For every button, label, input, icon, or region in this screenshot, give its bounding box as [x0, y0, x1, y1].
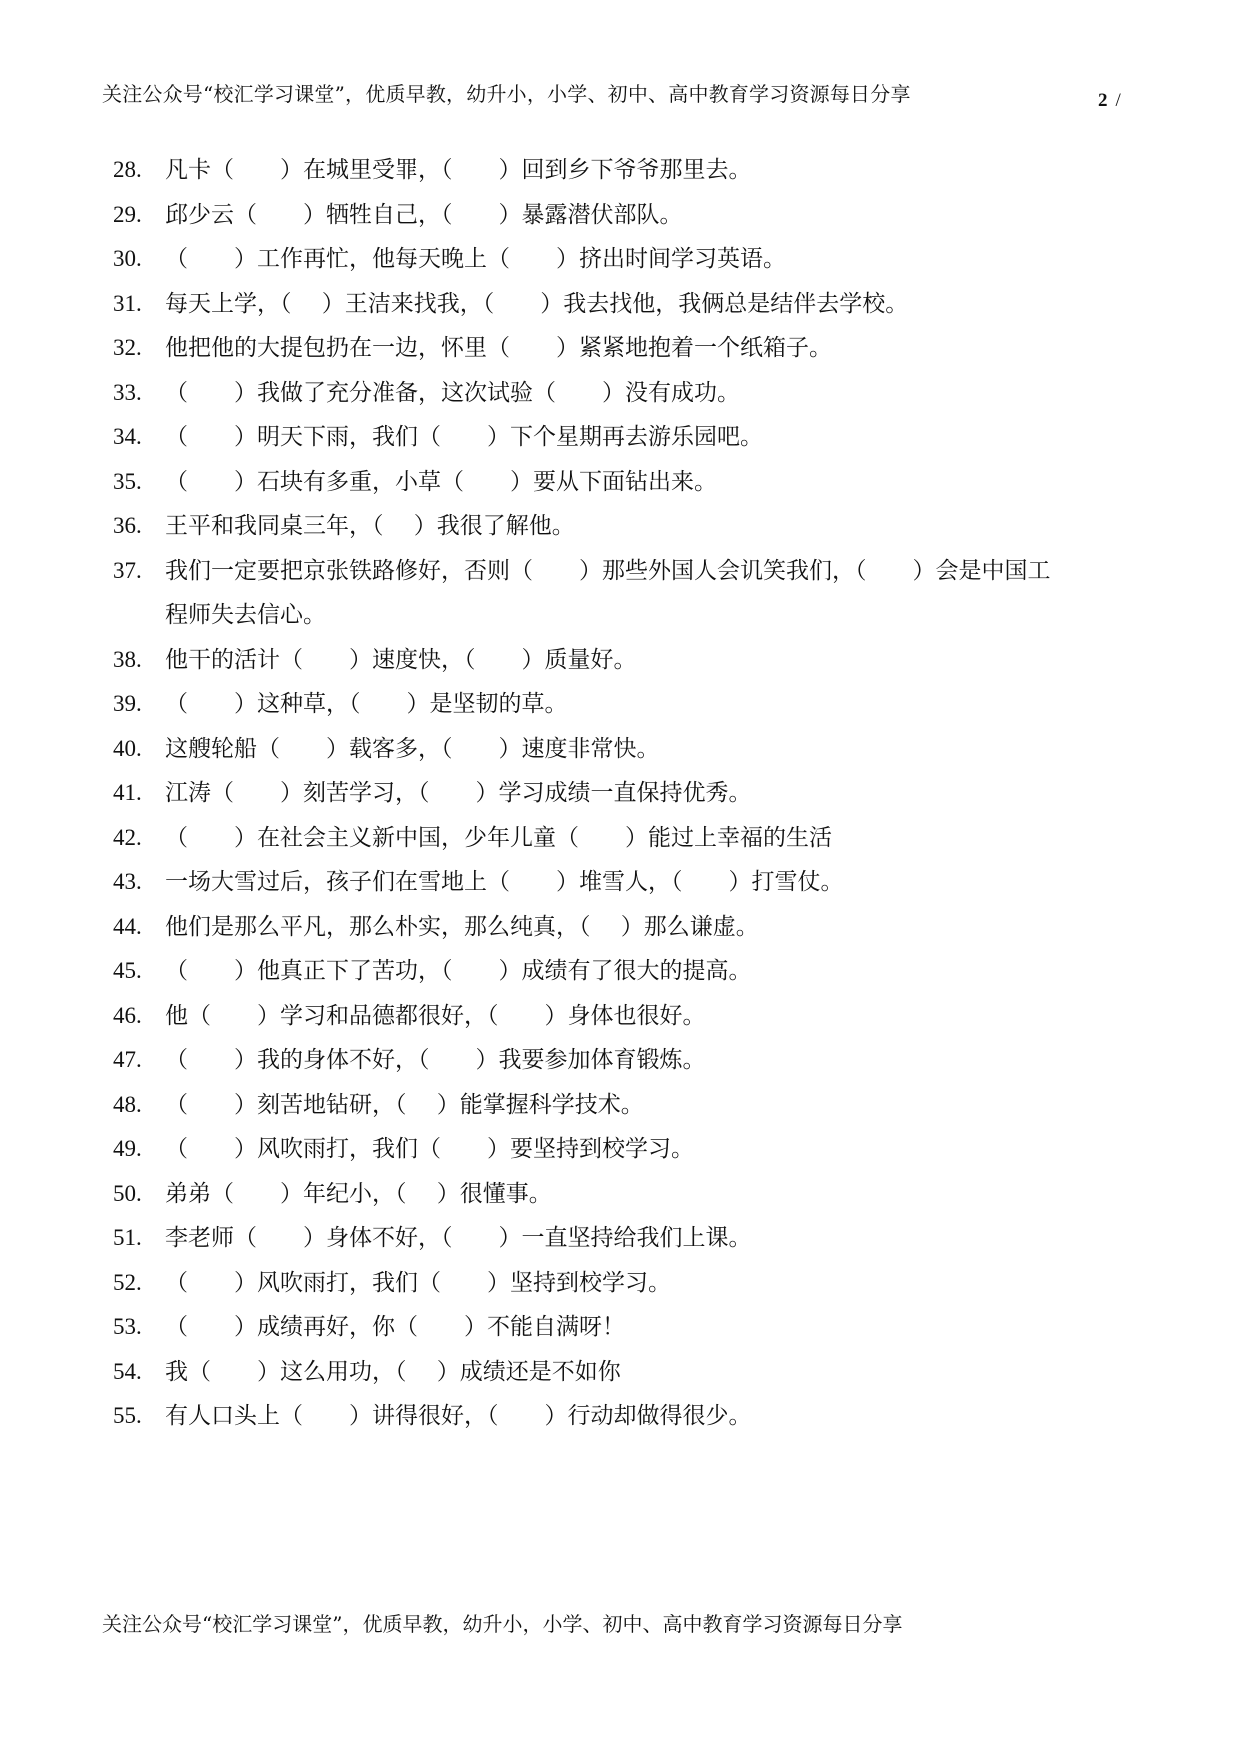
question-number: 41. — [113, 780, 142, 805]
question-text: 他（ ）学习和品德都很好，（ ）身体也很好。 — [165, 1002, 706, 1029]
question-item — [113, 549, 1143, 638]
question-number: 50. — [113, 1180, 142, 1206]
question-item — [113, 1394, 1143, 1439]
question-text: （ ）风吹雨打，我们（ ）要坚持到校学习。 — [165, 1136, 694, 1162]
question-item — [113, 816, 1143, 861]
question-number: 43. — [113, 869, 142, 894]
question-text: 每天上学，（ ）王洁来找我，（ ）我去找他，我俩总是结伴去学校。 — [165, 290, 909, 317]
question-text: 凡卡（ ）在城里受罪，（ ）回到乡下爷爷那里去。 — [165, 157, 752, 183]
question-number: 53. — [113, 1314, 142, 1339]
question-number: 29. — [113, 201, 142, 227]
page-footer: 关注公众号“校汇学习课堂”，优质早教，幼升小，小学、初中、高中教育学习资源每日分享 — [102, 1612, 903, 1636]
question-item — [113, 1127, 1143, 1172]
question-text: 一场大雪过后，孩子们在雪地上（ ）堆雪人，（ ）打雪仗。 — [165, 869, 844, 895]
page-number-slash: / — [1115, 90, 1121, 111]
question-number: 33. — [113, 379, 142, 405]
question-number: 35. — [113, 468, 142, 494]
question-item — [113, 1305, 1143, 1350]
question-text: （ ）石块有多重，小草（ ）要从下面钻出来。 — [165, 468, 717, 495]
question-text: 王平和我同桌三年，（ ）我很了解他。 — [165, 513, 575, 539]
question-item — [113, 949, 1143, 994]
question-number: 48. — [113, 1091, 142, 1117]
question-number: 52. — [113, 1269, 142, 1295]
question-text: （ ）我做了充分准备，这次试验（ ）没有成功。 — [165, 379, 740, 406]
question-number: 51. — [113, 1225, 142, 1250]
question-item — [113, 905, 1143, 950]
question-number: 31. — [113, 290, 142, 316]
question-item — [113, 371, 1143, 416]
question-number: 40. — [113, 735, 142, 761]
page-number-value: 2 — [1098, 90, 1108, 111]
question-number: 55. — [113, 1403, 142, 1428]
question-number: 49. — [113, 1136, 142, 1161]
question-number: 42. — [113, 824, 142, 850]
question-item — [113, 1083, 1143, 1128]
question-item — [113, 682, 1143, 727]
question-number: 47. — [113, 1047, 142, 1072]
question-text: （ ）这种草，（ ）是坚韧的草。 — [165, 691, 568, 717]
question-text: 有人口头上（ ）讲得很好，（ ）行动却做得很少。 — [165, 1403, 752, 1429]
question-item — [113, 148, 1143, 193]
question-item — [113, 994, 1143, 1039]
question-text: 他干的活计（ ）速度快，（ ）质量好。 — [165, 646, 637, 673]
question-list — [113, 148, 1143, 1439]
question-text: 这艘轮船（ ）载客多，（ ）速度非常快。 — [165, 735, 660, 762]
page-header: 关注公众号“校汇学习课堂”，优质早教，幼升小，小学、初中、高中教育学习资源每日分享 — [102, 82, 911, 106]
question-text: 他把他的大提包扔在一边，怀里（ ）紧紧地抱着一个纸箱子。 — [165, 335, 832, 361]
question-text: （ ）明天下雨，我们（ ）下个星期再去游乐园吧。 — [165, 424, 763, 450]
question-item — [113, 1261, 1143, 1306]
question-text: 邱少云（ ）牺牲自己，（ ）暴露潜伏部队。 — [165, 201, 683, 228]
question-text: 弟弟（ ）年纪小，（ ）很懂事。 — [165, 1180, 552, 1207]
question-item — [113, 860, 1143, 905]
question-text: （ ）在社会主义新中国，少年儿童（ ）能过上幸福的生活 — [165, 824, 832, 851]
question-item — [113, 1172, 1143, 1217]
question-item — [113, 1350, 1143, 1395]
question-text: （ ）工作再忙，他每天晚上（ ）挤出时间学习英语。 — [165, 246, 786, 272]
question-text: （ ）成绩再好，你（ ）不能自满呀！ — [165, 1314, 625, 1340]
question-text: （ ）风吹雨打，我们（ ）坚持到校学习。 — [165, 1269, 671, 1296]
question-item — [113, 504, 1143, 549]
question-number: 32. — [113, 335, 142, 360]
question-text: 我（ ）这么用功，（ ）成绩还是不如你 — [165, 1358, 621, 1385]
question-text: 他们是那么平凡，那么朴实，那么纯真，（ ）那么谦虚。 — [165, 913, 759, 940]
question-item — [113, 282, 1143, 327]
question-number: 37. — [113, 557, 142, 583]
question-item — [113, 727, 1143, 772]
question-item — [113, 638, 1143, 683]
question-number: 54. — [113, 1358, 142, 1384]
page-number — [1098, 90, 1121, 112]
question-text: 李老师（ ）身体不好，（ ）一直坚持给我们上课。 — [165, 1225, 752, 1251]
question-item — [113, 771, 1143, 816]
question-text: 我们一定要把京张铁路修好，否则（ ）那些外国人会讥笑我们，（ ）会是中国工 程师失去信心。 — [165, 557, 1051, 628]
question-item — [113, 326, 1143, 371]
question-item — [113, 460, 1143, 505]
question-number: 46. — [113, 1002, 142, 1028]
question-item — [113, 1216, 1143, 1261]
question-number: 39. — [113, 691, 142, 716]
question-number: 38. — [113, 646, 142, 672]
question-number: 34. — [113, 424, 142, 449]
question-text: （ ）他真正下了苦功，（ ）成绩有了很大的提高。 — [165, 958, 752, 984]
question-text: （ ）刻苦地钻研，（ ）能掌握科学技术。 — [165, 1091, 644, 1118]
question-item — [113, 237, 1143, 282]
question-number: 45. — [113, 958, 142, 983]
question-number: 30. — [113, 246, 142, 271]
question-item — [113, 1038, 1143, 1083]
question-text: 江涛（ ）刻苦学习，（ ）学习成绩一直保持优秀。 — [165, 780, 752, 806]
question-item — [113, 415, 1143, 460]
question-number: 44. — [113, 913, 142, 939]
question-item — [113, 193, 1143, 238]
question-number: 36. — [113, 513, 142, 538]
question-number: 28. — [113, 157, 142, 182]
question-text: （ ）我的身体不好，（ ）我要参加体育锻炼。 — [165, 1047, 706, 1073]
